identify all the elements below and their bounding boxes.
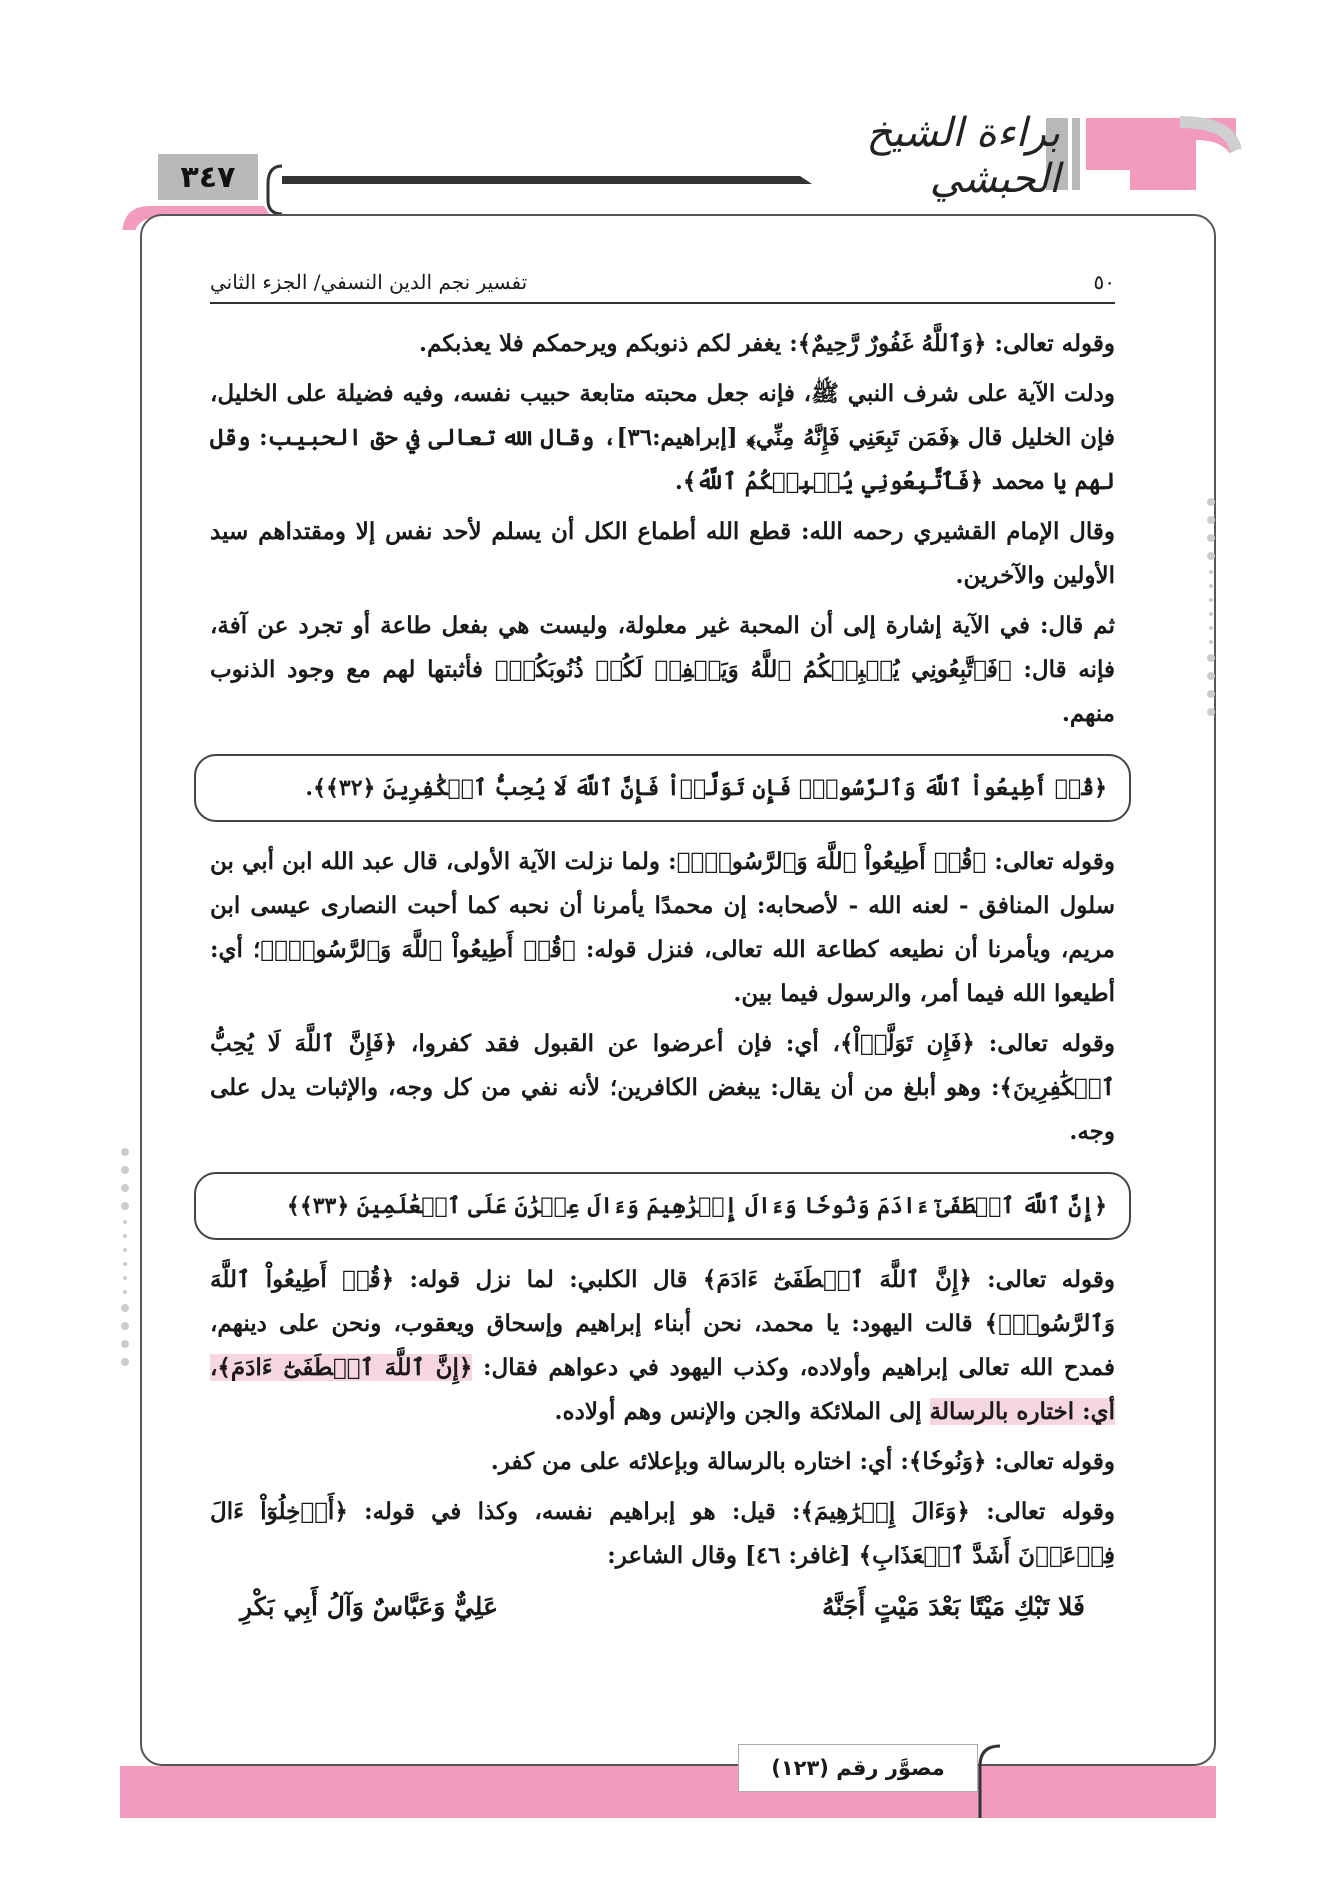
paragraph-text: إلى الملائكة والجن والإنس وهم أولاده. [554, 1398, 930, 1425]
paragraph: وقال الإمام القشيري رحمه الله: قطع الله أطماع الكل أن يسلم لأحد نفس إلا ومقتداهم سيد الأولين والآخرين. [210, 518, 1115, 589]
scan-header-title: تفسير نجم الدين النسفي/ الجزء الثاني [210, 270, 528, 294]
paragraph-text: وقوله تعالى: ﴿إِنَّ ٱللَّهَ ٱصۡطَفَىٰٓ ءَادَمَ﴾ قال الكلبي: لما نزل قوله: ﴿قُلۡ أَطِيعُواْ ٱللَّهَ وَٱلرَّسُولَۖ﴾ قالت اليهود: يا محمد، نحن أبناء إبراهيم وإسحاق ويعقوب، ونحن على دينهم، فمدح الله تعالى إبراهيم وأولاده، وكذب اليهود في دعواهم فقال: [210, 1266, 1115, 1381]
highlighted-text: ﴿إِنَّ ٱللَّهَ ٱصۡطَفَىٰٓ ءَادَمَ﴾، أي: اختاره بالرسالة [210, 1354, 1115, 1425]
paragraph [210, 1258, 1115, 1434]
paragraph: وقوله تعالى: ﴿قُلۡ أَطِيعُواْ ٱللَّهَ وَٱلرَّسُولَۖ﴾: ولما نزلت الآية الأولى، قال عبد الله ابن أبي بن سلول المنافق - لعنه الله - لأصحابه: إن محمدًا يأمرنا أن نحبه كما أحبت النصارى عيسى ابن مريم، ويأمرنا أن نطيعه كطاعة الله تعالى، فنزل قوله: ﴿قُلۡ أَطِيعُواْ ٱللَّهَ وَٱلرَّسُولَۖ﴾؛ أي: أطيعوا الله فيما أمر، والرسول فيما بين. [210, 848, 1116, 1007]
footer-bar [120, 1766, 1216, 1818]
poem-first-hemistich: فَلا تَبْكِ مَيْتًا بَعْدَ مَيْتٍ أَجَنَّهُ [821, 1592, 1085, 1621]
paragraph: ثم قال: في الآية إشارة إلى أن المحبة غير معلولة، وليست هي بفعل طاعة أو تجرد عن آفة، فإنه قال: ﴿فَٱتَّبِعُونِي يُحۡبِبۡكُمُ ٱللَّهُ وَيَغۡفِرۡ لَكُمۡ ذُنُوبَكُمۡ﴾ فأثبتها لهم مع وجود الذنوب منهم. [210, 612, 1115, 727]
verse-box: ﴿قُلۡ أَطِيعُواْ ٱللَّهَ وَٱلرَّسُولَۖ فَإِن تَوَلَّوۡاْ فَإِنَّ ٱللَّهَ لَا يُحِبُّ ٱلۡكَٰفِرِينَ ﴿٣٢﴾﴾. [194, 754, 1131, 822]
book-title-logo: براءة الشيخ الحبشي [866, 110, 1060, 202]
poem-verse [210, 1592, 1115, 1621]
page-number: ٣٤٧ [158, 154, 258, 200]
side-dots-decoration [1206, 498, 1216, 726]
paragraph: وقوله تعالى: ﴿وَنُوحٗا﴾: أي: اختاره بالرسالة وبإعلائه على من كفر. [490, 1448, 1115, 1475]
poem-second-hemistich: عَلِيٌّ وَعَبَّاسٌ وَآلُ أَبِي بَكْرِ [240, 1592, 498, 1621]
image-label: مصوَّر رقم (١٢٣) [738, 1744, 978, 1792]
paragraph: وقوله تعالى: ﴿وَٱللَّهُ غَفُورٌ رَّحِيمٌ﴾: يغفر لكم ذنوبكم ويرحمكم فلا يعذبكم. [419, 330, 1115, 357]
scanned-page-text [210, 270, 1115, 1710]
side-dots-decoration [120, 1148, 130, 1376]
running-header [210, 270, 1115, 304]
scan-page-number: ٥٠ [1093, 270, 1115, 294]
paragraph: ودلت الآية على شرف النبي ﷺ، فإنه جعل محبته متابعة حبيب نفسه، وفيه فضيلة على الخليل، فإن الخليل قال ﴿فَمَن تَبِعَنِي فَإِنَّهُ مِنِّي﴾ [إبراهيم:٣٦]، وقال الله تعالى في حق الحبيب: وقل لهم يا محمد ﴿فَٱتَّبِعُونِي يُحۡبِبۡكُمُ ٱللَّهُ﴾. [210, 380, 1115, 495]
paragraph: وقوله تعالى: ﴿وَءَالَ إِبۡرَٰهِيمَ﴾: قيل: هو إبراهيم نفسه، وكذا في قوله: ﴿أَدۡخِلُوٓاْ ءَالَ فِرۡعَوۡنَ أَشَدَّ ٱلۡعَذَابِ﴾ [غافر: ٤٦] وقال الشاعر: [210, 1498, 1115, 1569]
paragraph: وقوله تعالى: ﴿فَإِن تَوَلَّوۡاْ﴾، أي: فإن أعرضوا عن القبول فقد كفروا، ﴿فَإِنَّ ٱللَّهَ لَا يُحِبُّ ٱلۡكَٰفِرِينَ﴾: وهو أبلغ من أن يقال: يبغض الكافرين؛ لأنه نفي من كل وجه، والإثبات يدل على وجه. [210, 1030, 1115, 1145]
footer-bracket-decoration [976, 1744, 1002, 1818]
verse-box: ﴿إِنَّ ٱللَّهَ ٱصۡطَفَىٰٓ ءَادَمَ وَنُوحٗا وَءَالَ إِبۡرَٰهِيمَ وَءَالَ عِمۡرَٰنَ عَلَى ٱلۡعَٰلَمِينَ ﴿٣٣﴾﴾ [194, 1172, 1131, 1240]
